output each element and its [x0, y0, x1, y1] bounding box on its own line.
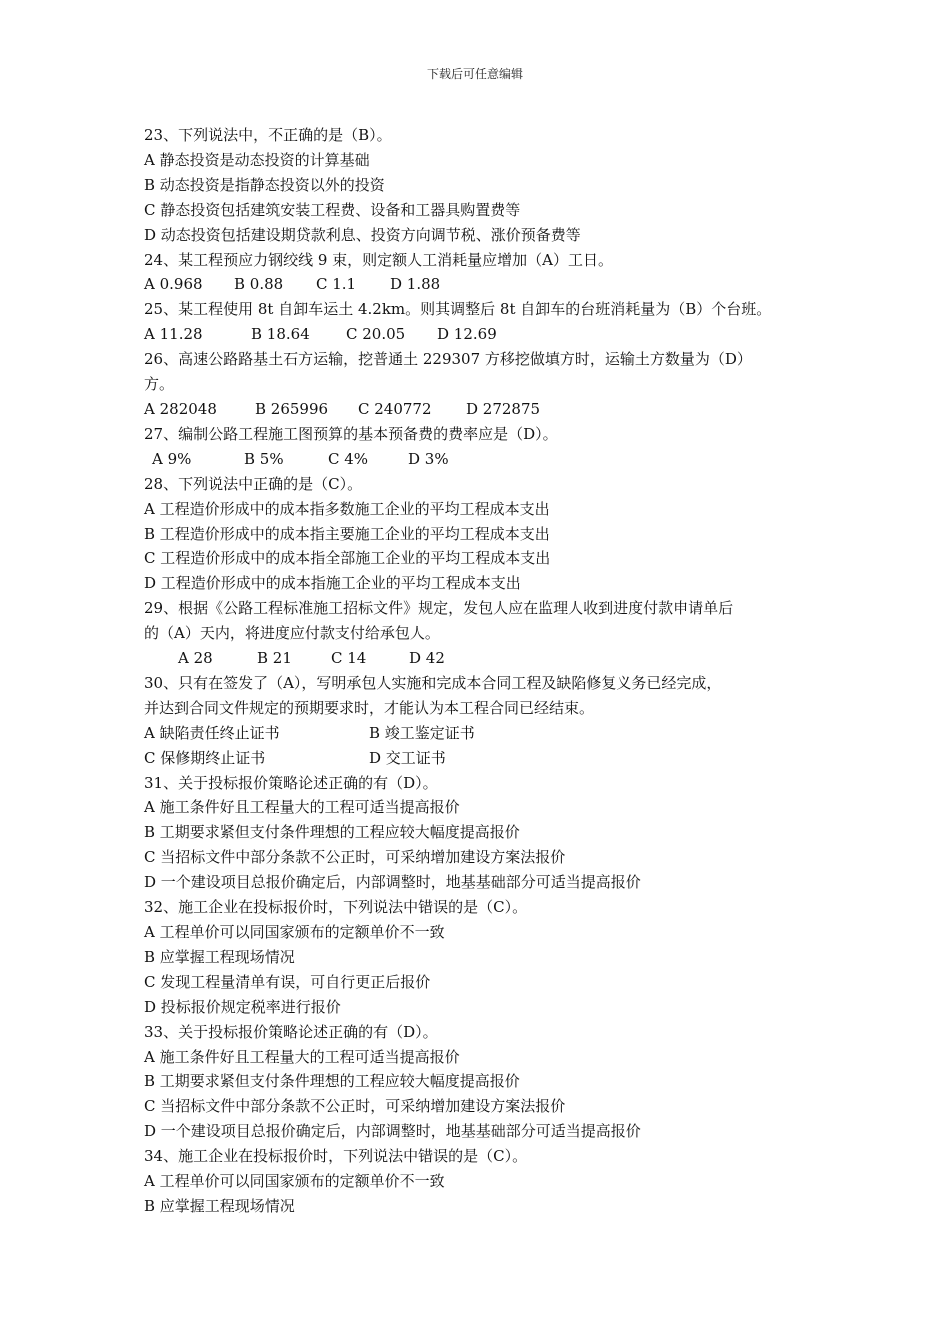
q32-option-d: D 投标报价规定税率进行报价	[144, 997, 341, 1016]
q25-options	[144, 322, 814, 347]
q30-option-a: A 缺陷责任终止证书	[144, 723, 280, 742]
q30-stem-line1: 30、只有在签发了（A），写明承包人实施和完成本合同工程及缺陷修复义务已经完成，	[144, 673, 722, 692]
q29-options	[144, 646, 814, 671]
q25-option-b: B 18.64	[251, 325, 310, 344]
page-header: 下载后可任意编辑	[426, 67, 523, 81]
q34-option-b: B 应掌握工程现场情况	[144, 1196, 295, 1215]
q30-options-row1	[144, 721, 814, 746]
q28-option-b: B 工程造价形成中的成本指主要施工企业的平均工程成本支出	[144, 524, 550, 543]
q25-option-d: D 12.69	[437, 325, 497, 344]
q26-option-c: C 240772	[358, 399, 432, 418]
q24-options	[144, 272, 814, 297]
q25-stem: 25、某工程使用 8t 自卸车运土 4.2km。则其调整后 8t 自卸车的台班消耗量为（B）个台班。	[144, 300, 772, 319]
q31-option-d: D 一个建设项目总报价确定后，内部调整时，地基基础部分可适当提高报价	[144, 873, 641, 892]
q28-option-a: A 工程造价形成中的成本指多数施工企业的平均工程成本支出	[144, 499, 550, 518]
q28-stem: 28、下列说法中正确的是（C）。	[144, 474, 363, 493]
q23-option-b: B 动态投资是指静态投资以外的投资	[144, 175, 385, 194]
q30-option-b: B 竣工鉴定证书	[369, 723, 475, 742]
q28-option-c: C 工程造价形成中的成本指全部施工企业的平均工程成本支出	[144, 549, 551, 568]
q28-option-d: D 工程造价形成中的成本指施工企业的平均工程成本支出	[144, 574, 521, 593]
q23-option-a: A 静态投资是动态投资的计算基础	[144, 150, 370, 169]
q33-option-a: A 施工条件好且工程量大的工程可适当提高报价	[144, 1047, 460, 1066]
q23-stem: 23、下列说法中，不正确的是（B）。	[144, 126, 392, 144]
q32-option-b: B 应掌握工程现场情况	[144, 947, 295, 966]
q26-stem-line1: 26、高速公路路基土石方运输，挖普通土 229307 方移挖做填方时，运输土方数量为（D）	[144, 350, 752, 369]
q27-option-a: A 9%	[152, 449, 192, 468]
q32-stem: 32、施工企业在投标报价时，下列说法中错误的是（C）。	[144, 898, 528, 917]
q30-option-c: C 保修期终止证书	[144, 748, 266, 767]
q30-options-row2	[144, 746, 814, 771]
q29-option-c: C 14	[331, 649, 367, 668]
q27-option-c: C 4%	[328, 449, 369, 468]
q26-options	[144, 397, 814, 422]
q29-option-a: A 28	[178, 649, 213, 668]
q26-option-b: B 265996	[255, 399, 329, 418]
q27-options	[144, 447, 814, 472]
q27-option-b: B 5%	[244, 449, 284, 468]
q33-option-d: D 一个建设项目总报价确定后，内部调整时，地基基础部分可适当提高报价	[144, 1122, 641, 1141]
q24-option-d: D 1.88	[390, 275, 441, 294]
q25-option-a: A 11.28	[144, 325, 203, 344]
q29-stem-line2: 的（A）天内，将进度应付款支付给承包人。	[144, 624, 440, 643]
q30-stem-line2: 并达到合同文件规定的预期要求时，才能认为本工程合同已经结束。	[144, 698, 595, 717]
q34-option-a: A 工程单价可以同国家颁布的定额单价不一致	[144, 1172, 445, 1191]
q31-stem: 31、关于投标报价策略论述正确的有（D）。	[144, 773, 438, 792]
q33-option-b: B 工期要求紧但支付条件理想的工程应较大幅度提高报价	[144, 1072, 520, 1091]
q24-option-a: A 0.968	[144, 275, 203, 294]
q29-option-b: B 21	[257, 649, 292, 668]
q33-option-c: C 当招标文件中部分条款不公正时，可采纳增加建设方案法报价	[144, 1097, 566, 1116]
q26-option-a: A 282048	[144, 399, 217, 418]
q25-option-c: C 20.05	[346, 325, 406, 344]
q27-stem: 27、编制公路工程施工图预算的基本预备费的费率应是（D）。	[144, 424, 558, 443]
q29-stem-line1: 29、根据《公路工程标准施工招标文件》规定，发包人应在监理人收到进度付款申请单后	[144, 599, 734, 618]
q26-option-d: D 272875	[466, 399, 541, 418]
q24-stem: 24、某工程预应力钢绞线 9 束，则定额人工消耗量应增加（A）工日。	[144, 250, 614, 269]
q26-stem-line2: 方。	[144, 375, 175, 394]
q29-option-d: D 42	[409, 649, 445, 668]
q30-option-d: D 交工证书	[369, 748, 446, 767]
q31-option-c: C 当招标文件中部分条款不公正时，可采纳增加建设方案法报价	[144, 848, 566, 867]
question-list	[144, 123, 814, 1219]
q27-option-d: D 3%	[408, 449, 449, 468]
q33-stem: 33、关于投标报价策略论述正确的有（D）。	[144, 1022, 438, 1041]
q24-option-c: C 1.1	[316, 275, 357, 294]
q34-stem: 34、施工企业在投标报价时，下列说法中错误的是（C）。	[144, 1147, 528, 1166]
q24-option-b: B 0.88	[234, 275, 284, 294]
q23-option-d: D 动态投资包括建设期贷款利息、投资方向调节税、涨价预备费等	[144, 225, 581, 244]
q31-option-a: A 施工条件好且工程量大的工程可适当提高报价	[144, 798, 460, 817]
q23-option-c: C 静态投资包括建筑安装工程费、设备和工器具购置费等	[144, 200, 521, 219]
q31-option-b: B 工期要求紧但支付条件理想的工程应较大幅度提高报价	[144, 823, 520, 842]
q32-option-a: A 工程单价可以同国家颁布的定额单价不一致	[144, 923, 445, 941]
q32-option-c: C 发现工程量清单有误，可自行更正后报价	[144, 972, 431, 991]
